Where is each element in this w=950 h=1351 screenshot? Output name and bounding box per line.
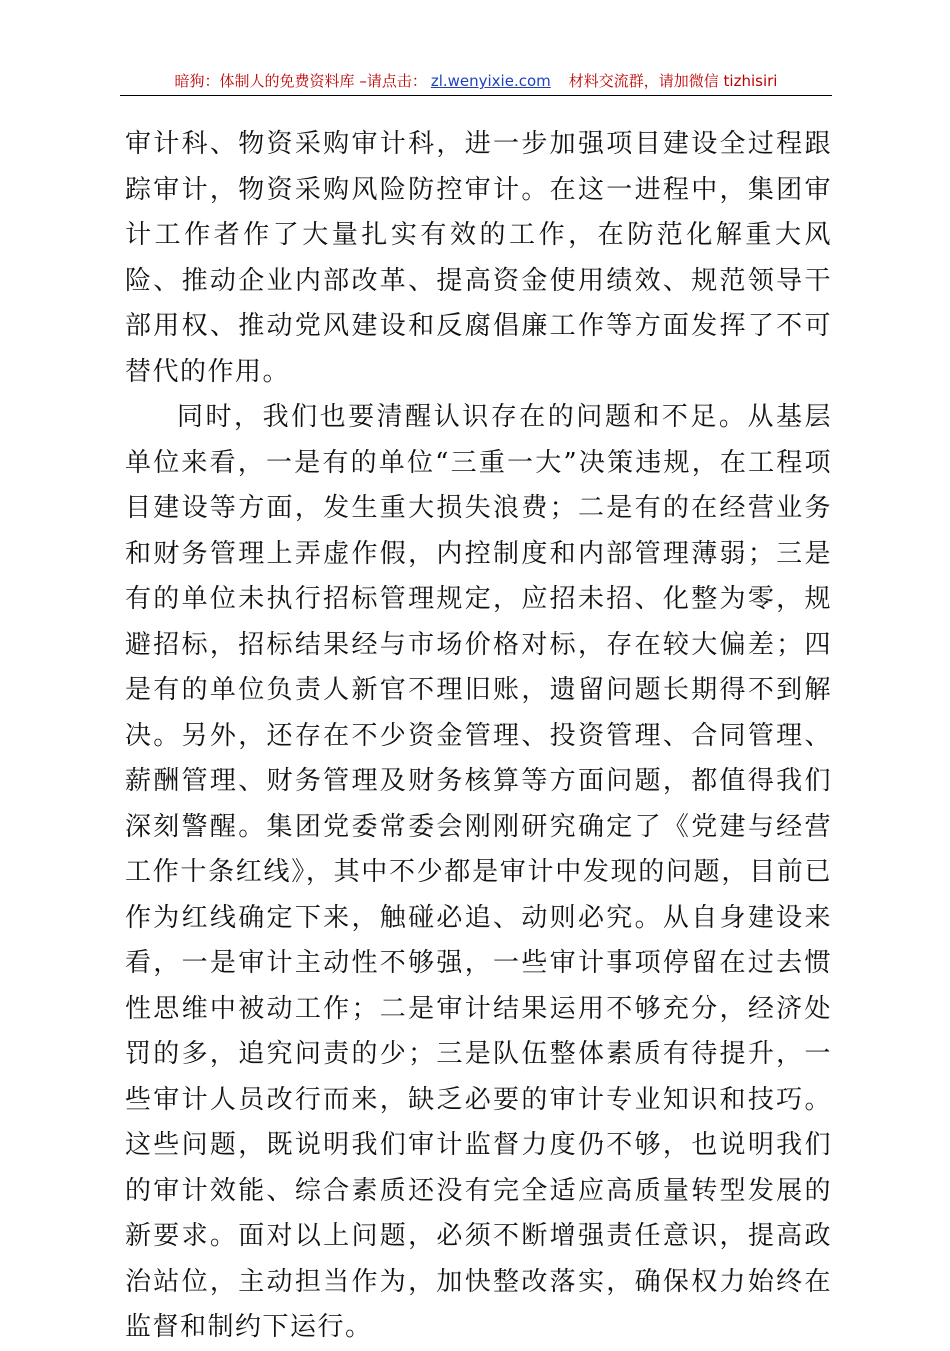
page-header: [120, 68, 832, 94]
header-contact-text: 材料交流群，请加微信 tizhisiri: [568, 72, 778, 90]
header-banner-text: 暗狗：体制人的免费资料库 –请点击：: [174, 72, 427, 90]
paragraph-1: 审计科、物资采购审计科，进一步加强项目建设全过程跟踪审计，物资采购风险防控审计。在这一进程中，集团审计工作者作了大量扎实有效的工作，在防范化解重大风险、推动企业内部改革、提高资金使用绩效、规范领导干部用权、推动党风建设和反腐倡廉工作等方面发挥了不可替代的作用。: [125, 129, 832, 387]
document-body: [125, 122, 832, 1351]
paragraph-2: 同时，我们也要清醒认识存在的问题和不足。从基层单位来看，一是有的单位“三重一大”决策违规，在工程项目建设等方面，发生重大损失浪费；二是有的在经营业务和财务管理上弄虚作假，内控制度和内部管理薄弱；三是有的单位未执行招标管理规定，应招未招、化整为零，规避招标，招标结果经与市场价格对标，存在较大偏差；四是有的单位负责人新官不理旧账，遗留问题长期得不到解决。另外，还存在不少资金管理、投资管理、合同管理、薪酬管理、财务管理及财务核算等方面问题，都值得我们深刻警醒。集团党委常委会刚刚研究确定了《党建与经营工作十条红线》，其中不少都是审计中发现的问题，目前已作为红线确定下来，触碰必追、动则必究。从自身建设来看，一是审计主动性不够强，一些审计事项停留在过去惯性思维中被动工作；二是审计结果运用不够充分，经济处罚的多，追究问责的少；三是队伍整体素质有待提升，一些审计人员改行而来，缺乏必要的审计专业知识和技巧。这些问题，既说明我们审计监督力度仍不够，也说明我们的审计效能、综合素质还没有完全适应高质量转型发展的新要求。面对以上问题，必须不断增强责任意识，提高政治站位，主动担当作为，加快整改落实，确保权力始终在监督和制约下运行。: [125, 402, 832, 1342]
header-divider: [120, 95, 832, 96]
header-link[interactable]: zl.wenyixie.com: [430, 72, 551, 90]
